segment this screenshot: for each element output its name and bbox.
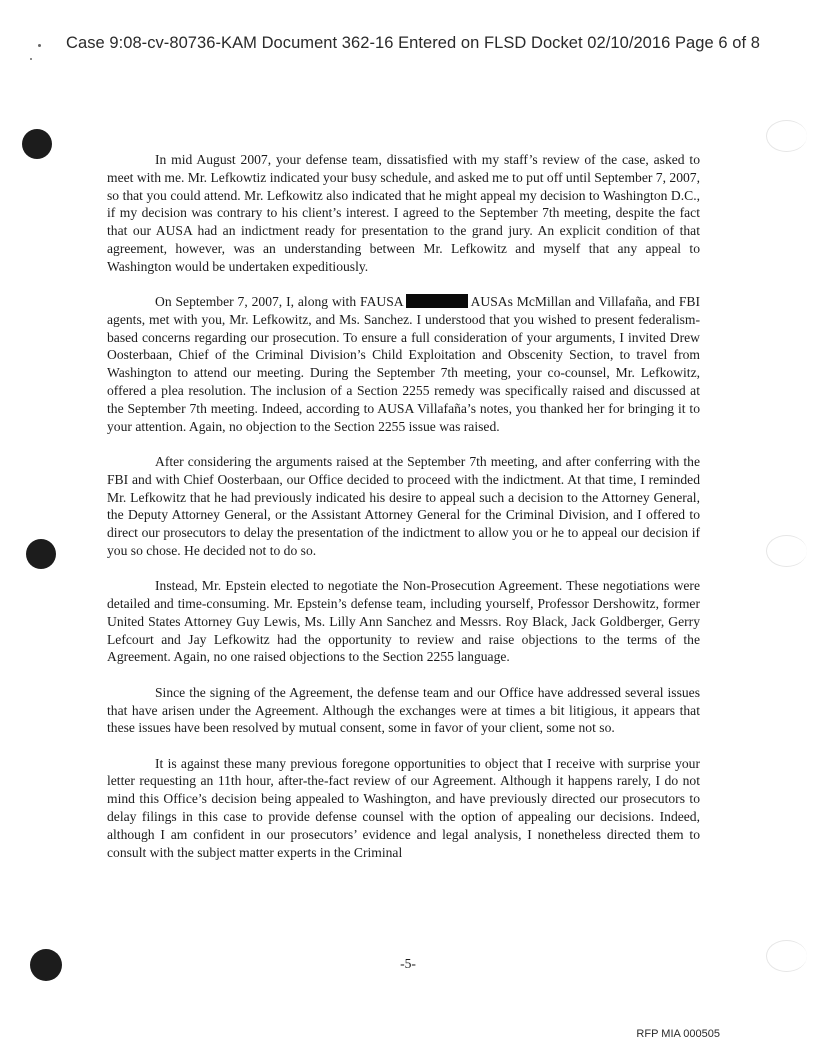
- paragraph-text-after-redaction: AUSAs McMillan and Villafaña, and FBI agents, met with you, Mr. Lefkowitz, and Ms. Sanchez. I understood that you wished to present federalism-based concerns regarding our prosecution. To ensure a full consideration of your arguments, I invited Drew Oosterbaan, Chief of the Criminal Division’s Child Exploitation and Obscenity Section, to travel from Washington to attend our meeting. During the September 7th meeting, your co-counsel, Mr. Lefkowitz, offered a plea resolution. The inclusion of a Section 2255 remedy was specifically raised and discussed at the September 7th meeting. Indeed, according to AUSA Villafaña’s notes, you thanked her for bringing it to your attention. Again, no objection to the Section 2255 issue was raised.: [107, 294, 701, 434]
- paragraph-indictment-decision: After considering the arguments raised at the September 7th meeting, and after conferring with the FBI and with Chief Oosterbaan, our Office decided to proceed with the indictment. At that time, I reminded Mr. Lefkowitz that he had previously indicated his desire to appeal such a decision to the Attorney General, the Deputy Attorney General, or the Assistant Attorney General for the Criminal Division, and I offered to direct our prosecutors to delay the presentation of the indictment to allow you or he to appeal our decision if you so chose. He decided not to do so.: [107, 453, 700, 558]
- bates-number: RFP MIA 000505: [636, 1028, 720, 1040]
- punch-hole-middle: [26, 539, 56, 569]
- docket-header: Case 9:08-cv-80736-KAM Document 362-16 Entered on FLSD Docket 02/10/2016 Page 6 of 8: [66, 34, 760, 52]
- scan-speck: [30, 58, 32, 60]
- redaction-box: [406, 294, 468, 308]
- scan-speck: [38, 44, 41, 47]
- paragraph-since-signing: Since the signing of the Agreement, the defense team and our Office have addressed several issues that have arisen under the Agreement. Although the exchanges were at times a bit litigious, it appears that these issues have been resolved by mutual consent, some in favor of your client, some not so.: [107, 684, 700, 736]
- scan-artifact-top: [766, 120, 807, 152]
- punch-hole-top: [22, 129, 52, 159]
- paragraph-mid-august-meeting: In mid August 2007, your defense team, dissatisfied with my staff’s review of the case, asked to meet with me. Mr. Lefkowtiz indicated your busy schedule, and asked me to put off until September 7, 2007, so that you could attend. Mr. Lefkowitz also indicated that he might appeal my decision to Washington D.C., if my decision was contrary to his client’s interest. I agreed to the September 7th meeting, despite the fact that our AUSA had an indictment ready for presentation to the grand jury. An explicit condition of that agreement, however, was an understanding between Mr. Lefkowitz and myself that any appeal to Washington would be undertaken expeditiously.: [107, 152, 700, 274]
- paragraph-non-prosecution-agreement: Instead, Mr. Epstein elected to negotiate the Non-Prosecution Agreement. These negotiations were detailed and time-consuming. Mr. Epstein’s defense team, including yourself, Professor Dershowitz, former United States Attorney Guy Lewis, Ms. Lilly Ann Sanchez and Messrs. Roy Black, Jack Goldberger, Gerry Lefcourt and Jay Lefkowitz had the opportunity to review and raise objections to the terms of the Agreement. Again, no one raised objections to the Section 2255 language.: [107, 578, 700, 665]
- page-number: -5-: [400, 956, 416, 971]
- scan-artifact-middle: [766, 535, 807, 567]
- paragraph-text-before-redaction: On September 7, 2007, I, along with FAUSA: [155, 294, 404, 310]
- paragraph-foregone-opportunities: It is against these many previous foregone opportunities to object that I receive with surprise your letter requesting an 11th hour, after-the-fact review of our Agreement. Although it happens rarely, I do not mind this Office’s decision being appealed to Washington, and have previously directed our prosecutors to delay filings in this case to provide defense counsel with the option of appealing our decisions. Indeed, although I am confident in our prosecutors’ evidence and legal analysis, I nonetheless directed them to consult with the subject matter experts in the Criminal: [107, 755, 700, 860]
- paragraph-september-meeting: [107, 293, 700, 435]
- letter-body: [107, 151, 700, 879]
